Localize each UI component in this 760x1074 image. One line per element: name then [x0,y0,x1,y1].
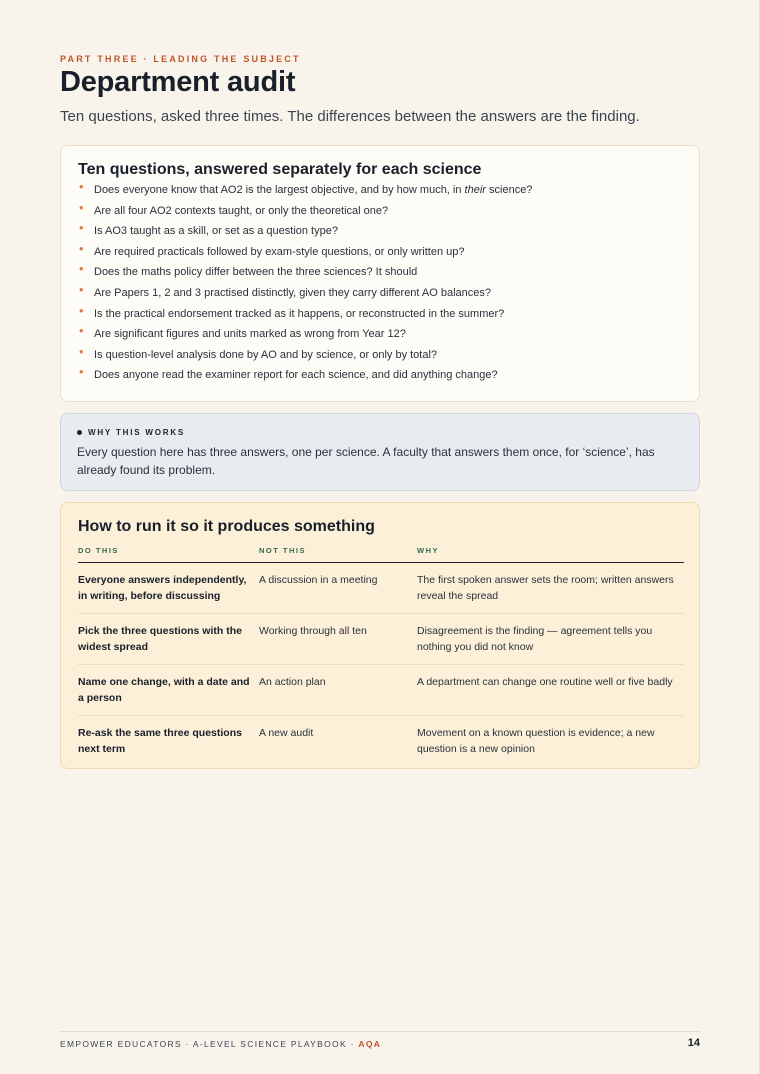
page-title: Department audit [60,66,296,98]
bullet-icon: • [79,240,84,256]
cell-why: Disagreement is the finding — agreement tells you nothing you did not know [417,614,684,665]
question-item [78,323,682,348]
question-item [78,364,682,389]
question-item [78,240,682,266]
page-subtitle: Ten questions, asked three times. The differences between the answers are the finding. [60,108,640,125]
cell-why: Movement on a known question is evidence; a new question is a new opinion [417,727,655,755]
footer [60,1039,700,1049]
section-eyebrow: PART THREE · LEADING THE SUBJECT [60,54,301,64]
question-item [78,281,682,307]
cell-not: A discussion in a meeting [259,563,417,614]
table-header-row [78,540,684,563]
why-card [60,413,700,491]
bullet-icon: • [79,343,84,359]
table-row [78,665,684,716]
question-text: Is AO3 taught as a skill, or set as a question type? [94,225,338,238]
questions-list [78,179,682,389]
question-text: Are Papers 1, 2 and 3 practised distinctly, given they carry different AO balances? [94,286,492,299]
bullet-icon: • [79,179,84,194]
cell-not: An action plan [259,665,417,716]
cell-do: Re-ask the same three questions next term [78,727,242,755]
questions-card-title: Ten questions, answered separately for each science [78,161,482,178]
why-text: Every question here has three answers, one per science. A faculty that answers them once, for ‘science’, has already found its problem. [77,445,655,477]
cell-do: Name one change, with a date and a person [78,665,259,716]
column-header-why: WHY [417,540,684,563]
question-item [78,179,682,204]
cell-why: The first spoken answer sets the room; written answers reveal the spread [417,563,684,614]
question-text: Are all four AO2 contexts taught, or only the theoretical one? [94,204,389,217]
bullet-icon: • [79,281,84,297]
dot-icon [77,430,82,435]
question-text: Does the maths policy differ between the three sciences? It should [94,266,418,279]
table-row [78,614,684,665]
bullet-icon: • [79,302,84,318]
column-header-do: DO THIS [78,540,259,563]
cell-not: A new audit [259,727,314,739]
cell-do: Everyone answers independently, in writing, before discussing [78,563,259,614]
footer-divider [60,1031,700,1032]
footer-brand: AQA [358,1039,382,1049]
run-card-title: How to run it so it produces something [78,518,375,535]
question-text: Does everyone know that AO2 is the largest objective, and by how much, in their science? [94,184,533,196]
bullet-icon: • [79,220,84,236]
column-header-not: NOT THIS [259,540,417,563]
page [60,0,700,1074]
question-text: Are required practicals followed by exam-style questions, or only written up? [94,245,465,258]
bullet-icon: • [79,364,84,380]
run-table [78,540,684,766]
footer-text: EMPOWER EDUCATORS · A-LEVEL SCIENCE PLAYBOOK · [60,1039,359,1049]
cell-why: A department can change one routine well or five badly [417,665,684,716]
question-item [78,220,682,245]
why-label-text: WHY THIS WORKS [88,428,186,437]
question-item [78,199,682,225]
question-text: Is question-level analysis done by AO and by science, or only by total? [94,348,438,361]
bullet-icon: • [79,199,84,215]
why-label [77,428,683,437]
table-row [78,716,684,767]
question-item [78,302,682,328]
cell-do: Pick the three questions with the widest spread [78,614,259,665]
question-item [78,261,682,286]
page-number: 14 [687,1037,700,1049]
bullet-icon: • [79,261,84,277]
cell-not: Working through all ten [259,614,417,665]
questions-card [60,145,700,402]
question-item [78,343,682,369]
bullet-icon: • [79,323,84,339]
question-text: Is the practical endorsement tracked as it happens, or reconstructed in the summer? [94,307,505,320]
run-card [60,502,700,769]
question-text: Does anyone read the examiner report for each science, and did anything change? [94,369,498,382]
table-row [78,563,684,614]
question-text: Are significant figures and units marked as wrong from Year 12? [94,328,406,341]
